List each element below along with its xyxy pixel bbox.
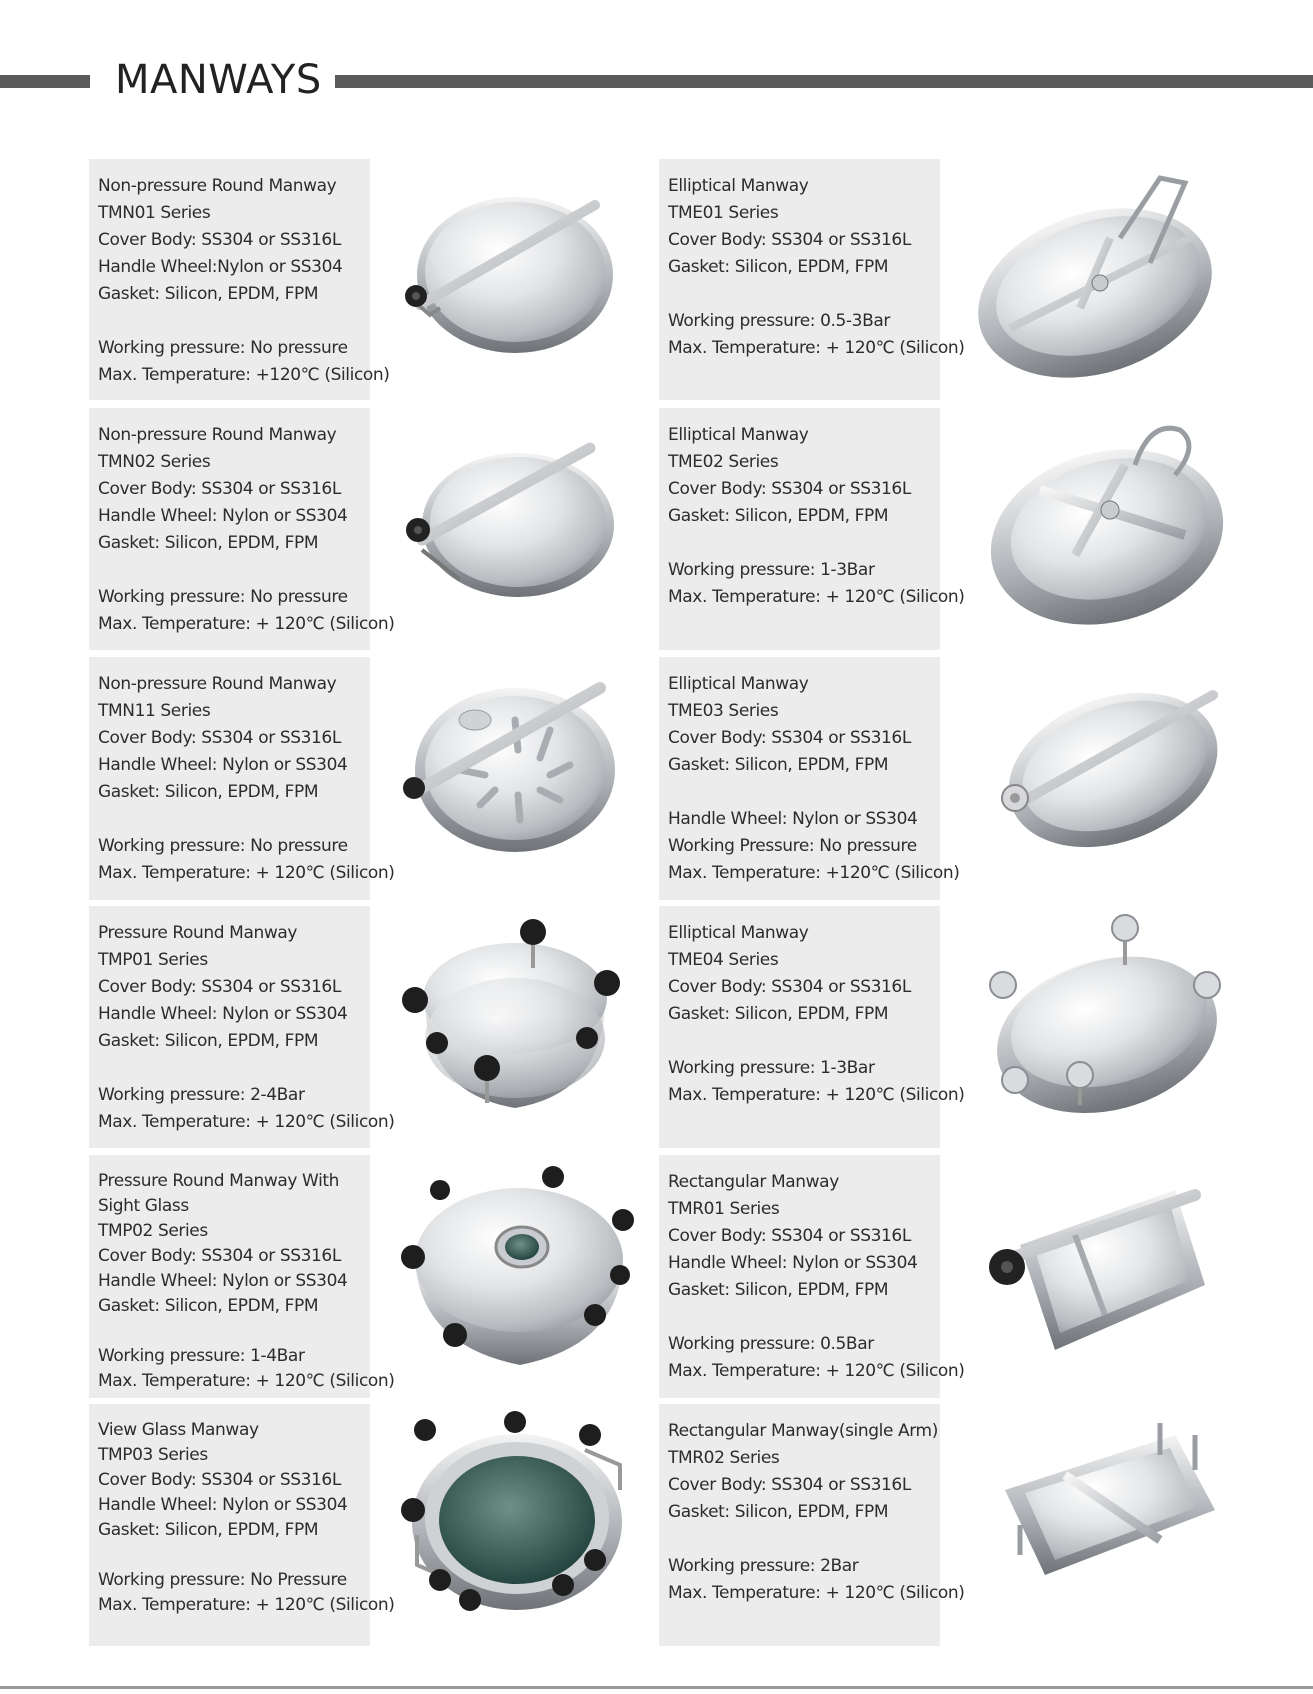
spec-line: Working pressure: 1-3Bar [668, 560, 875, 580]
spec-line: Handle Wheel: Nylon or SS304 [98, 755, 348, 775]
product-name: View Glass Manway [98, 1420, 259, 1440]
product-series: TMN01 Series [98, 203, 211, 223]
spec-line: Max. Temperature: + 120℃ (Silicon) [668, 1361, 965, 1381]
product-series: TMN02 Series [98, 452, 211, 472]
spec-line: Max. Temperature: +120℃ (Silicon) [98, 365, 390, 385]
spec-line: Max. Temperature: + 120℃ (Silicon) [98, 1371, 395, 1391]
round-manway-handle-icon [400, 440, 620, 605]
spec-line: Cover Body: SS304 or SS316L [98, 728, 341, 748]
spec-line: Cover Body: SS304 or SS316L [98, 479, 341, 499]
product-card-tme02 [659, 408, 965, 650]
spec-line: Cover Body: SS304 or SS316L [668, 1475, 911, 1495]
rectangular-manway-icon [985, 1175, 1220, 1375]
product-name: Non-pressure Round Manway [98, 176, 337, 196]
spec-line: Gasket: Silicon, EPDM, FPM [668, 506, 889, 526]
spec-line: Working pressure: 2Bar [668, 1556, 859, 1576]
spec-line: Working pressure: No pressure [98, 836, 348, 856]
spec-line: Cover Body: SS304 or SS316L [668, 977, 911, 997]
product-name: Rectangular Manway [668, 1172, 839, 1192]
spec-line: Handle Wheel: Nylon or SS304 [668, 809, 918, 829]
product-name: Pressure Round Manway With [98, 1171, 340, 1191]
spec-line: Working Pressure: No pressure [668, 836, 917, 856]
product-card-tmr02 [659, 1404, 965, 1646]
product-series: TMP02 Series [98, 1221, 208, 1241]
spec-line: Working pressure: No pressure [98, 338, 348, 358]
spec-line: Working pressure: No Pressure [98, 1570, 347, 1590]
product-name: Pressure Round Manway [98, 923, 298, 943]
page-title: MANWAYS [115, 57, 322, 103]
product-name: Elliptical Manway [668, 923, 809, 943]
spec-line: Working pressure: 0.5Bar [668, 1334, 874, 1354]
spec-line: Max. Temperature: + 120℃ (Silicon) [668, 338, 965, 358]
footer-divider [0, 1686, 1313, 1689]
spec-line: Working pressure: 0.5-3Bar [668, 311, 890, 331]
spec-line: Gasket: Silicon, EPDM, FPM [668, 1004, 889, 1024]
product-series: TMP01 Series [98, 950, 208, 970]
spec-line: Cover Body: SS304 or SS316L [668, 1226, 911, 1246]
product-card-tmr01 [659, 1155, 965, 1398]
product-name: Elliptical Manway [668, 176, 809, 196]
product-card-tmp02 [89, 1155, 395, 1398]
spec-line: Cover Body: SS304 or SS316L [98, 1246, 341, 1266]
spec-line: Cover Body: SS304 or SS316L [98, 977, 341, 997]
spec-line: Gasket: Silicon, EPDM, FPM [668, 1280, 889, 1300]
spec-line: Max. Temperature: +120℃ (Silicon) [668, 863, 960, 883]
spec-line: Working pressure: No pressure [98, 587, 348, 607]
spec-line: Handle Wheel:Nylon or SS304 [98, 257, 343, 277]
spec-line: Gasket: Silicon, EPDM, FPM [98, 284, 319, 304]
spec-line: Max. Temperature: + 120℃ (Silicon) [98, 1595, 395, 1615]
product-series: TMP03 Series [98, 1445, 208, 1465]
spec-line: Working pressure: 2-4Bar [98, 1085, 305, 1105]
spec-line: Gasket: Silicon, EPDM, FPM [668, 755, 889, 775]
pressure-round-manway-icon [395, 918, 630, 1123]
product-series: TME03 Series [668, 701, 779, 721]
spec-line: Max. Temperature: + 120℃ (Silicon) [668, 1583, 965, 1603]
product-card-tme03 [659, 657, 960, 900]
elliptical-manway-open-icon [970, 168, 1230, 383]
sight-glass-manway-icon [395, 1165, 640, 1375]
product-name: Rectangular Manway(single Arm) [668, 1421, 938, 1441]
elliptical-manway-handle-icon [995, 680, 1225, 855]
elliptical-manway-open-icon [985, 425, 1230, 630]
spec-line: Handle Wheel: Nylon or SS304 [668, 1253, 918, 1273]
spec-line: Handle Wheel: Nylon or SS304 [98, 506, 348, 526]
product-series: TMN11 Series [98, 701, 211, 721]
spec-line: Max. Temperature: + 120℃ (Silicon) [98, 614, 395, 634]
round-manway-handle-icon [400, 190, 620, 360]
product-name: Non-pressure Round Manway [98, 674, 337, 694]
spec-line: Handle Wheel: Nylon or SS304 [98, 1271, 348, 1291]
product-name: Elliptical Manway [668, 425, 809, 445]
product-series: TMR01 Series [668, 1199, 780, 1219]
product-card-tme04 [659, 906, 965, 1148]
product-name-cont: Sight Glass [98, 1196, 189, 1216]
spec-line: Cover Body: SS304 or SS316L [668, 728, 911, 748]
spec-line: Gasket: Silicon, EPDM, FPM [98, 1520, 319, 1540]
spec-line: Cover Body: SS304 or SS316L [668, 479, 911, 499]
spec-line: Max. Temperature: + 120℃ (Silicon) [98, 1112, 395, 1132]
product-series: TME04 Series [668, 950, 779, 970]
spec-line: Gasket: Silicon, EPDM, FPM [98, 1031, 319, 1051]
product-card-tmn02 [89, 408, 395, 650]
product-card-tmn11 [89, 657, 395, 900]
product-card-tme01 [659, 159, 965, 400]
spec-line: Max. Temperature: + 120℃ (Silicon) [668, 1085, 965, 1105]
product-card-tmp03 [89, 1404, 395, 1646]
spec-line: Cover Body: SS304 or SS316L [98, 230, 341, 250]
product-series: TMR02 Series [668, 1448, 780, 1468]
spec-line: Gasket: Silicon, EPDM, FPM [98, 782, 319, 802]
round-manway-ribbed-icon [400, 680, 625, 855]
spec-line: Cover Body: SS304 or SS316L [98, 1470, 341, 1490]
spec-line: Gasket: Silicon, EPDM, FPM [98, 1296, 319, 1316]
spec-line: Gasket: Silicon, EPDM, FPM [98, 533, 319, 553]
spec-line: Working pressure: 1-3Bar [668, 1058, 875, 1078]
spec-line: Working pressure: 1-4Bar [98, 1346, 305, 1366]
header-bar-left [0, 75, 90, 88]
spec-line: Cover Body: SS304 or SS316L [668, 230, 911, 250]
spec-line: Handle Wheel: Nylon or SS304 [98, 1004, 348, 1024]
spec-line: Gasket: Silicon, EPDM, FPM [668, 1502, 889, 1522]
product-card-tmp01 [89, 906, 395, 1148]
product-name: Non-pressure Round Manway [98, 425, 337, 445]
rectangular-manway-single-arm-icon [990, 1415, 1225, 1595]
elliptical-pressure-manway-icon [985, 910, 1230, 1120]
spec-line: Max. Temperature: + 120℃ (Silicon) [98, 863, 395, 883]
spec-line: Handle Wheel: Nylon or SS304 [98, 1495, 348, 1515]
product-name: Elliptical Manway [668, 674, 809, 694]
product-series: TME01 Series [668, 203, 779, 223]
product-series: TME02 Series [668, 452, 779, 472]
spec-line: Gasket: Silicon, EPDM, FPM [668, 257, 889, 277]
spec-line: Max. Temperature: + 120℃ (Silicon) [668, 587, 965, 607]
header-bar-right [335, 75, 1313, 88]
product-card-tmn01 [89, 159, 390, 400]
view-glass-manway-icon [395, 1410, 640, 1625]
